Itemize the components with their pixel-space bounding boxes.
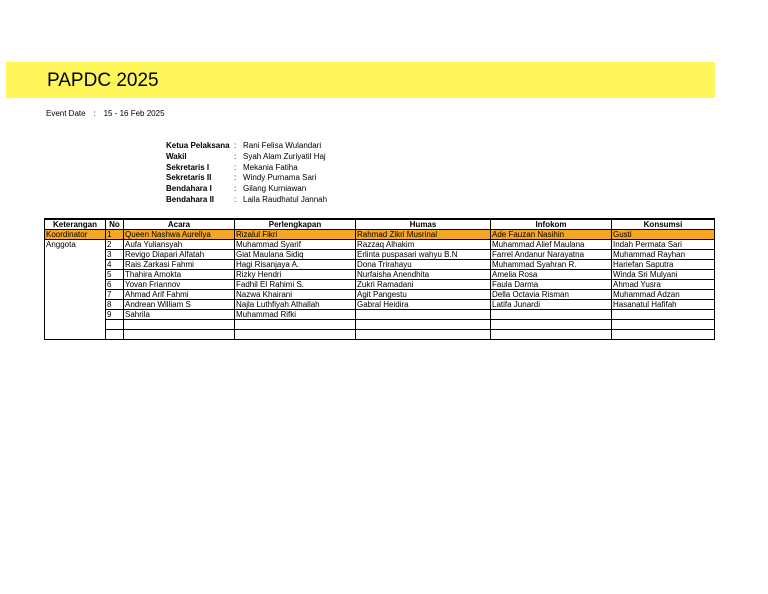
table-cell: Latifa Junardi <box>491 300 612 310</box>
committee-name: Rani Felisa Wulandari <box>243 141 322 150</box>
table-cell: Nurfaisha Anendhita <box>356 270 491 280</box>
header-no: No <box>106 219 124 230</box>
committee-name: Laila Raudhatul Jannah <box>243 194 328 204</box>
committee-sep: : <box>234 141 237 150</box>
header-perlengkapan: Perlengkapan <box>235 219 356 230</box>
table-cell <box>124 320 235 330</box>
table-cell <box>491 320 612 330</box>
committee-name: Mekania Fatiha <box>243 162 298 172</box>
event-date-value: 15 - 16 Feb 2025 <box>103 109 165 118</box>
table-cell: Razzaq Alhakim <box>356 240 491 250</box>
number-cell: 7 <box>106 290 124 300</box>
table-row <box>45 310 715 320</box>
division-table <box>44 218 715 340</box>
table-cell: Nazwa Khairani <box>235 290 356 300</box>
number-cell <box>106 330 124 340</box>
table-cell: Farrel Andanur Narayatna <box>491 250 612 260</box>
committee-sep: : <box>234 194 237 204</box>
table-cell <box>612 310 715 320</box>
table-cell <box>356 330 491 340</box>
table-row <box>45 300 715 310</box>
committee-role: Bendahara II <box>166 194 215 204</box>
table-cell: Hagi Risanjaya A. <box>235 260 356 270</box>
table-cell: Sahrila <box>124 310 235 320</box>
table-cell: Andrean William S <box>124 300 235 310</box>
table-row <box>45 280 715 290</box>
committee-role: Sekretaris I <box>166 162 210 172</box>
table-cell <box>124 330 235 340</box>
table-row <box>45 260 715 270</box>
table-cell: Gusti <box>612 230 715 240</box>
header-konsumsi: Konsumsi <box>612 219 715 230</box>
committee-row <box>166 163 327 174</box>
table-cell: Erlinta puspasari wahyu B.N <box>356 250 491 260</box>
table-cell: Ahmad Arif Fahmi <box>124 290 235 300</box>
table-cell: Rizky Hendri <box>235 270 356 280</box>
event-date-colon: : <box>93 109 96 118</box>
table-cell: Hariefan Saputra <box>612 260 715 270</box>
table-cell: Yovan Friannov <box>124 280 235 290</box>
event-date <box>46 109 165 119</box>
coordinator-row <box>45 230 715 240</box>
number-cell: 4 <box>106 260 124 270</box>
table-row <box>45 320 715 330</box>
table-cell: Muhammad Rayhan <box>612 250 715 260</box>
table-cell <box>491 330 612 340</box>
category-cell: Koordinator <box>45 230 106 240</box>
table-cell: Amelia Rosa <box>491 270 612 280</box>
table-cell: Agit Pangestu <box>356 290 491 300</box>
committee-row <box>166 184 327 195</box>
page-title: PAPDC 2025 <box>47 70 159 91</box>
table-cell: Muhammad Syarif <box>235 240 356 250</box>
table-row <box>45 240 715 250</box>
committee-row <box>166 141 327 152</box>
table-cell: Ahmad Yusra <box>612 280 715 290</box>
table-cell: Najla Luthfiyah Athallah <box>235 300 356 310</box>
table-cell: Fadhil El Rahimi S. <box>235 280 356 290</box>
table-cell: Rais Zarkasi Fahmi <box>124 260 235 270</box>
table-cell: Aufa Yuliansyah <box>124 240 235 250</box>
number-cell: 9 <box>106 310 124 320</box>
table-cell: Gabral Heidira <box>356 300 491 310</box>
table-cell: Giat Maulana Sidiq <box>235 250 356 260</box>
table-cell: Dona Trirahayu <box>356 260 491 270</box>
table-cell <box>612 320 715 330</box>
table-cell: Rizalul Fikri <box>235 230 356 240</box>
committee-sep: : <box>234 162 237 172</box>
table-cell: Rahmad Zikri Musrinal <box>356 230 491 240</box>
event-date-label: Event Date <box>46 109 86 118</box>
header-keterangan: Keterangan <box>45 219 106 230</box>
number-cell: 1 <box>106 230 124 240</box>
table-row <box>45 330 715 340</box>
committee-sep: : <box>234 184 237 194</box>
committee-name: Syah Alam Zuriyatil Haj <box>243 151 326 161</box>
table-cell: Ade Fauzan Nasihin <box>491 230 612 240</box>
committee-row <box>166 152 327 163</box>
number-cell: 5 <box>106 270 124 280</box>
header-acara: Acara <box>124 219 235 230</box>
table-cell: Muhammad Alief Maulana <box>491 240 612 250</box>
committee-role: Sekretaris II <box>166 173 212 183</box>
table-cell: Thahira Amokta <box>124 270 235 280</box>
table-cell: Zukri Ramadani <box>356 280 491 290</box>
committee-role: Ketua Pelaksana <box>166 141 230 150</box>
table-cell: Muhammad Syahran R. <box>491 260 612 270</box>
committee-name: Gilang Kurniawan <box>243 184 307 194</box>
table-cell <box>356 320 491 330</box>
number-cell <box>106 320 124 330</box>
table-cell <box>356 310 491 320</box>
table-cell <box>235 330 356 340</box>
header-infokom: Infokom <box>491 219 612 230</box>
committee-sep: : <box>234 173 237 183</box>
table-cell <box>235 320 356 330</box>
table-row <box>45 270 715 280</box>
table-header-row <box>45 219 715 230</box>
table-cell: Faula Darma <box>491 280 612 290</box>
table-cell: Muhammad Adzan <box>612 290 715 300</box>
header-humas: Humas <box>356 219 491 230</box>
committee-sep: : <box>234 151 237 161</box>
table-cell <box>612 330 715 340</box>
number-cell: 6 <box>106 280 124 290</box>
table-row <box>45 250 715 260</box>
table-cell: Indah Permata Sari <box>612 240 715 250</box>
table-cell: Hasanatul Hafifah <box>612 300 715 310</box>
number-cell: 3 <box>106 250 124 260</box>
table-cell: Queen Nashwa Aurellya <box>124 230 235 240</box>
number-cell: 2 <box>106 240 124 250</box>
table-cell: Revigo Diapari Alfatah <box>124 250 235 260</box>
category-cell: Anggota <box>45 240 106 340</box>
table-cell: Muhammad Rifki <box>235 310 356 320</box>
table-row <box>45 290 715 300</box>
committee-role: Bendahara I <box>166 184 212 194</box>
table-cell: Winda Sri Mulyani <box>612 270 715 280</box>
committee-row <box>166 173 327 184</box>
table-cell <box>491 310 612 320</box>
table-cell: Della Octavia Risman <box>491 290 612 300</box>
committee-name: Windy Purnama Sari <box>243 173 317 183</box>
committee-role: Wakil <box>166 151 187 161</box>
committee-row <box>166 195 327 206</box>
number-cell: 8 <box>106 300 124 310</box>
committee-list <box>166 141 327 206</box>
